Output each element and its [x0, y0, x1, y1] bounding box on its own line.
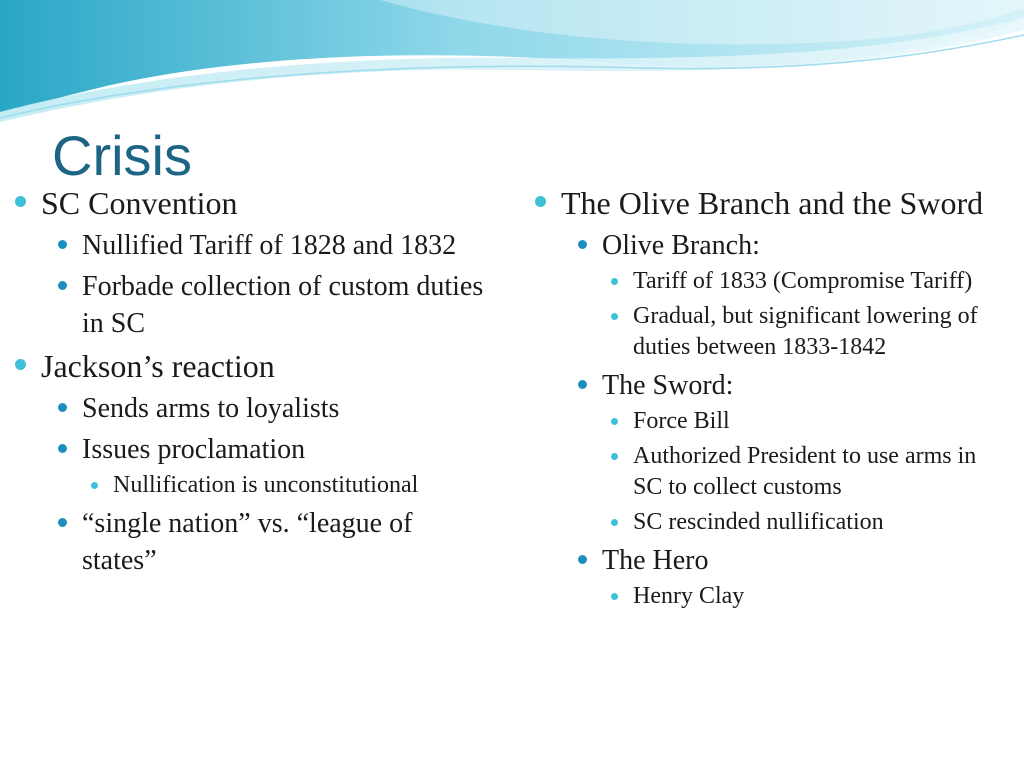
- bullet-item: [14, 346, 484, 579]
- sub-sub-bullet-text: Henry Clay: [633, 583, 745, 609]
- sub-bullet-item: [55, 505, 484, 579]
- sub-bullet-text: Forbade collection of custom duties in SC: [82, 271, 484, 339]
- sub-bullet-item: [55, 390, 484, 427]
- sub-bullet-text: Olive Branch:: [602, 230, 760, 261]
- bullet-text: The Olive Branch and the Sword: [561, 185, 984, 221]
- sub-sub-bullet-text: Nullification is unconstitutional: [113, 472, 419, 498]
- sub-bullet-item: [55, 431, 484, 501]
- sub-bullet-item: [55, 227, 484, 264]
- sub-bullet-text: “single nation” vs. “league of states”: [82, 508, 413, 576]
- sub-bullet-text: The Hero: [602, 545, 709, 576]
- bullet-icon: [578, 380, 587, 389]
- sub-sub-bullet-text: Tariff of 1833 (Compromise Tariff): [633, 268, 973, 294]
- sub-bullet-item: [575, 367, 1004, 538]
- bullet-icon: [58, 281, 67, 290]
- sub-sub-bullet-text: Authorized President to use arms in SC to collect customs: [633, 443, 977, 500]
- sub-bullet-text: Sends arms to loyalists: [82, 393, 340, 424]
- bullet-icon: [611, 418, 618, 425]
- bullet-icon: [611, 278, 618, 285]
- sub-sub-bullet-item: [606, 581, 1004, 612]
- bullet-icon: [58, 403, 67, 412]
- sub-bullet-item: [575, 542, 1004, 612]
- bullet-icon: [535, 196, 546, 207]
- sub-bullet-text: Issues proclamation: [82, 434, 306, 465]
- slide-title: Crisis: [52, 124, 192, 187]
- bullet-item: [534, 183, 1004, 612]
- sub-sub-bullet-text: Gradual, but significant lowering of duties between 1833-1842: [633, 303, 978, 360]
- left-column: [14, 183, 484, 583]
- sub-bullet-text: Nullified Tariff of 1828 and 1832: [82, 230, 457, 261]
- bullet-icon: [611, 453, 618, 460]
- bullet-icon: [578, 240, 587, 249]
- sub-sub-bullet-item: [606, 507, 1004, 538]
- bullet-icon: [15, 196, 26, 207]
- bullet-icon: [578, 555, 587, 564]
- bullet-icon: [15, 359, 26, 370]
- bullet-icon: [611, 519, 618, 526]
- sub-bullet-item: [55, 268, 484, 342]
- sub-bullet-item: [575, 227, 1004, 363]
- bullet-icon: [58, 240, 67, 249]
- sub-sub-bullet-item: [606, 441, 1004, 503]
- right-column: [534, 183, 1004, 616]
- sub-sub-bullet-item: [606, 406, 1004, 437]
- bullet-icon: [611, 593, 618, 600]
- sub-sub-bullet-text: SC rescinded nullification: [633, 509, 884, 535]
- bullet-icon: [58, 518, 67, 527]
- bullet-icon: [611, 313, 618, 320]
- bullet-text: SC Convention: [41, 185, 238, 221]
- header-wave-decoration: [0, 0, 1024, 130]
- bullet-item: [14, 183, 484, 342]
- sub-sub-bullet-item: [86, 470, 484, 501]
- sub-sub-bullet-item: [606, 266, 1004, 297]
- sub-bullet-text: The Sword:: [602, 370, 734, 401]
- bullet-icon: [91, 482, 98, 489]
- sub-sub-bullet-item: [606, 301, 1004, 363]
- bullet-icon: [58, 444, 67, 453]
- sub-sub-bullet-text: Force Bill: [633, 408, 730, 434]
- bullet-text: Jackson’s reaction: [41, 348, 275, 384]
